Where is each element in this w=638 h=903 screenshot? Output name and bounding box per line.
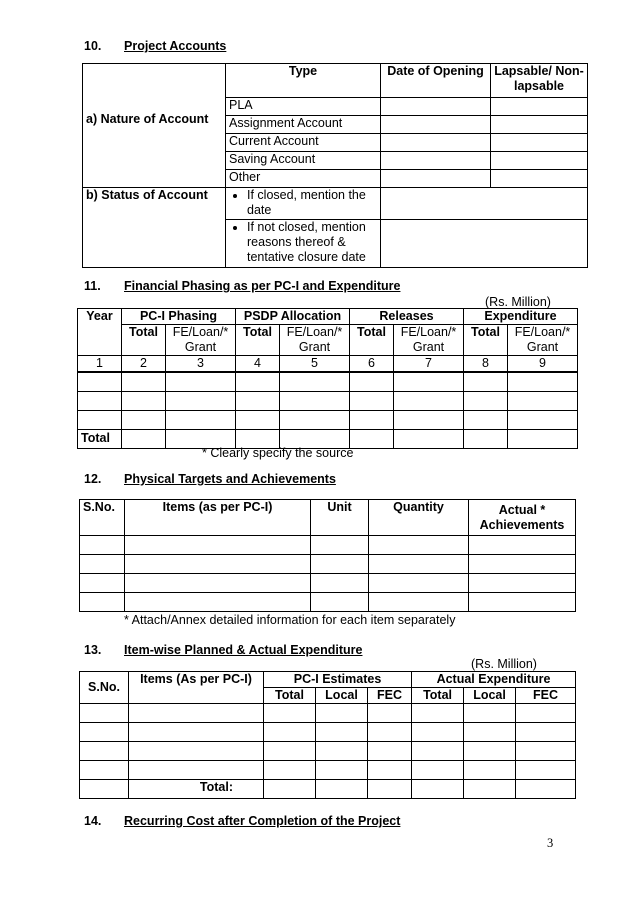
table-row [80, 723, 576, 742]
total-label: Total: [129, 780, 264, 799]
table-row [80, 593, 576, 612]
section-number: 11. [84, 279, 101, 293]
section-title: Project Accounts [124, 39, 227, 53]
fe-loan-grant-subheader: FE/Loan/* Grant [394, 325, 464, 356]
total-subheader: Total [236, 325, 280, 356]
unit-header: Unit [311, 500, 369, 536]
financial-phasing-table [77, 308, 578, 449]
unit-label: (Rs. Million) [471, 657, 537, 671]
section-title: Recurring Cost after Completion of the Project [124, 814, 401, 828]
source-note: * Clearly specify the source [202, 446, 354, 460]
account-type: Current Account [226, 134, 381, 152]
items-header: Items (as per PC-I) [125, 500, 311, 536]
table-row [80, 761, 576, 780]
total-subheader: Total [122, 325, 166, 356]
sno-header: S.No. [80, 500, 125, 536]
total-subheader: Total [350, 325, 394, 356]
quantity-header: Quantity [369, 500, 469, 536]
actual-achievements-header: Actual * Achievements [469, 500, 576, 536]
column-number: 5 [280, 356, 350, 373]
section-title: Item-wise Planned & Actual Expenditure [124, 643, 363, 657]
pc1-estimates-header: PC-I Estimates [264, 672, 412, 688]
section-12-heading [84, 472, 336, 486]
expenditure-header: Expenditure [464, 309, 578, 325]
total-label: Total [78, 429, 122, 448]
section-title: Physical Targets and Achievements [124, 472, 336, 486]
pc1-phasing-header: PC-I Phasing [122, 309, 236, 325]
status-item: • If closed, mention the date [247, 188, 377, 218]
section-number: 10. [84, 39, 102, 53]
table-row [80, 574, 576, 593]
total-subheader: Total [464, 325, 508, 356]
section-number: 12. [84, 472, 102, 486]
section-13-heading [84, 643, 362, 657]
account-type: Saving Account [226, 152, 381, 170]
nature-of-account-label: a) Nature of Account [83, 64, 226, 188]
total-row [80, 780, 576, 799]
column-number: 3 [166, 356, 236, 373]
year-header: Year [78, 309, 122, 356]
column-number: 4 [236, 356, 280, 373]
status-value-cell[interactable] [381, 188, 588, 220]
fec-subheader: FEC [368, 688, 412, 704]
psdp-allocation-header: PSDP Allocation [236, 309, 350, 325]
section-number: 14. [84, 814, 102, 828]
lapsable-header: Lapsable/ Non-lapsable [491, 64, 588, 98]
physical-targets-table [79, 499, 576, 612]
lapsable-cell[interactable] [491, 98, 588, 116]
table-row [80, 704, 576, 723]
column-number: 6 [350, 356, 394, 373]
account-type: Assignment Account [226, 116, 381, 134]
lapsable-cell[interactable] [491, 170, 588, 188]
section-14-heading [84, 814, 400, 828]
items-header: Items (As per PC-I) [129, 672, 264, 704]
fe-loan-grant-subheader: FE/Loan/* Grant [508, 325, 578, 356]
account-type: PLA [226, 98, 381, 116]
column-number: 1 [78, 356, 122, 373]
column-number: 8 [464, 356, 508, 373]
column-number: 7 [394, 356, 464, 373]
date-of-opening-header: Date of Opening [381, 64, 491, 98]
sno-header: S.No. [80, 672, 129, 704]
lapsable-cell[interactable] [491, 116, 588, 134]
releases-header: Releases [350, 309, 464, 325]
unit-label: (Rs. Million) [485, 295, 551, 309]
date-cell[interactable] [381, 152, 491, 170]
table-row [78, 372, 578, 391]
column-number: 2 [122, 356, 166, 373]
itemwise-expenditure-table [79, 671, 576, 799]
date-cell[interactable] [381, 116, 491, 134]
attach-note: * Attach/Annex detailed information for each item separately [124, 613, 456, 627]
total-subheader: Total [264, 688, 316, 704]
status-item: • If not closed, mention reasons thereof & tentative closure date [247, 220, 377, 265]
table-row [80, 536, 576, 555]
date-cell[interactable] [381, 98, 491, 116]
fe-loan-grant-subheader: FE/Loan/* Grant [166, 325, 236, 356]
section-number: 13. [84, 643, 102, 657]
actual-expenditure-header: Actual Expenditure [412, 672, 576, 688]
local-subheader: Local [464, 688, 516, 704]
type-header: Type [226, 64, 381, 98]
section-10-heading [84, 39, 226, 53]
lapsable-cell[interactable] [491, 152, 588, 170]
date-cell[interactable] [381, 170, 491, 188]
fe-loan-grant-subheader: FE/Loan/* Grant [280, 325, 350, 356]
local-subheader: Local [316, 688, 368, 704]
table-row [80, 742, 576, 761]
account-type: Other [226, 170, 381, 188]
column-number: 9 [508, 356, 578, 373]
page-number: 3 [547, 836, 554, 850]
status-value-cell[interactable] [381, 220, 588, 268]
project-accounts-table [82, 63, 588, 268]
table-row [80, 555, 576, 574]
section-title: Financial Phasing as per PC-I and Expenditure [124, 279, 401, 293]
status-of-account-label: b) Status of Account [83, 188, 226, 268]
date-cell[interactable] [381, 134, 491, 152]
lapsable-cell[interactable] [491, 134, 588, 152]
fec-subheader: FEC [516, 688, 576, 704]
table-row [78, 410, 578, 429]
table-row [78, 391, 578, 410]
total-subheader: Total [412, 688, 464, 704]
section-11-heading [84, 279, 400, 293]
